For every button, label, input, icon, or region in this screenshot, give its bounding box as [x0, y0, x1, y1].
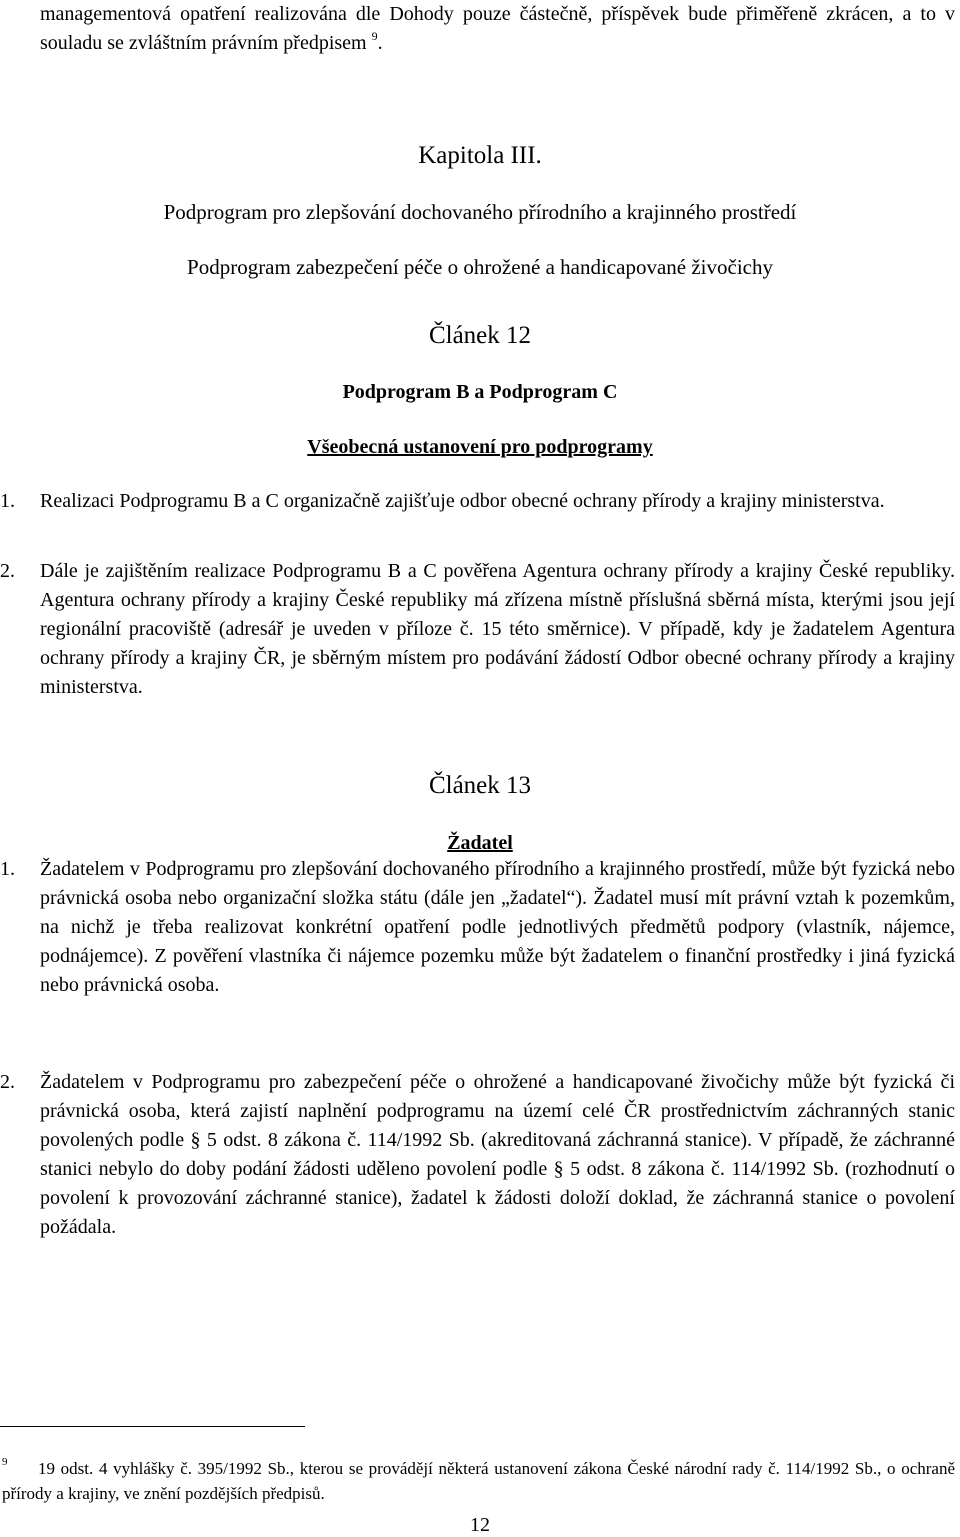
footnote-text: 19 odst. 4 vyhlášky č. 395/1992 Sb., kterou se provádějí některá ustanovení zákona České národní rady č. 114/1992 Sb., o ochraně přírody a krajiny, ve znění pozdějších předpisů. [2, 1459, 955, 1503]
article-12-paragraph-1 [0, 487, 955, 516]
article-12-heading: Podprogram B a Podprogram C [342, 381, 618, 403]
footnote-mark: 9 [2, 1456, 8, 1468]
page-number: 12 [470, 1514, 490, 1536]
article-13-paragraph-2 [0, 1068, 955, 1242]
paragraph-number: 1. [0, 858, 15, 880]
paragraph-number: 2. [0, 560, 15, 582]
continuation-end: . [377, 32, 383, 54]
paragraph-text: Žadatelem v Podprogramu pro zabezpečení péče o ohrožené a handicapované živočichy může být fyzická či právnická osoba, která zajistí naplnění podprogramu na území celé ČR prostřednictvím záchranných stanic povolených podle § 5 odst. 8 zákona č. 114/1992 Sb. (akreditovaná záchranná stanice). V případě, že záchranné stanici nebylo do doby podání žádosti uděleno povolení podle § 5 odst. 8 zákona č. 114/1992 Sb. (rozhodnutí o povolení k provozování záchranné stanice), žadatel k žádosti doloží doklad, že záchranná stanice o povolení požádala. [40, 1071, 955, 1238]
article-13-title: Článek 13 [428, 772, 532, 799]
article-12-subheading: Všeobecná ustanovení pro podprogramy [307, 436, 653, 458]
article-12-paragraph-2 [0, 557, 955, 702]
footnote-reference: 9 [371, 29, 378, 43]
paragraph-number: 1. [0, 490, 15, 512]
footnote-separator [0, 1426, 305, 1427]
continuation-paragraph [40, 0, 955, 58]
article-13-heading: Žadatel [447, 832, 513, 854]
paragraph-text: Realizaci Podprogramu B a C organizačně zajišťuje odbor obecné ochrany přírody a krajiny ministerstva. [40, 490, 885, 512]
paragraph-text: Dále je zajištěním realizace Podprogramu B a C pověřena Agentura ochrany přírody a krajiny České republiky. Agentura ochrany přírody a krajiny České republiky má zřízena místně příslušná sběrná místa, kterými jsou její regionální pracoviště (adresář je uveden v příloze č. 15 této směrnice). V případě, kdy je žadatelem Agentura ochrany přírody a krajiny ČR, je sběrným místem pro podávání žádostí Odbor obecné ochrany přírody a krajiny ministerstva. [40, 560, 955, 698]
paragraph-number: 2. [0, 1071, 15, 1093]
article-12-title: Článek 12 [428, 322, 532, 349]
footnote [2, 1450, 955, 1506]
subprogram-title-1: Podprogram pro zlepšování dochovaného přírodního a krajinného prostředí [163, 200, 797, 224]
continuation-text: managementová opatření realizována dle Dohody pouze částečně, příspěvek bude přiměřeně zkrácen, a to v souladu se zvláštním právním předpisem [40, 3, 955, 54]
paragraph-text: Žadatelem v Podprogramu pro zlepšování dochovaného přírodního a krajinného prostředí, může být fyzická nebo právnická osoba nebo organizační složka státu (dále jen „žadatel“). Žadatel musí mít právní vztah k pozemkům, na nichž je třeba realizovat konkrétní opatření podle jednotlivých předmětů podpory (vlastník, nájemce, podnájemce). Z pověření vlastníka či nájemce pozemku může být žadatelem o finanční prostředky i jiná fyzická nebo právnická osoba. [40, 858, 955, 996]
chapter-title: Kapitola III. [418, 142, 542, 169]
article-13-paragraph-1 [0, 855, 955, 1000]
subprogram-title-2: Podprogram zabezpečení péče o ohrožené a handicapované živočichy [187, 255, 773, 279]
